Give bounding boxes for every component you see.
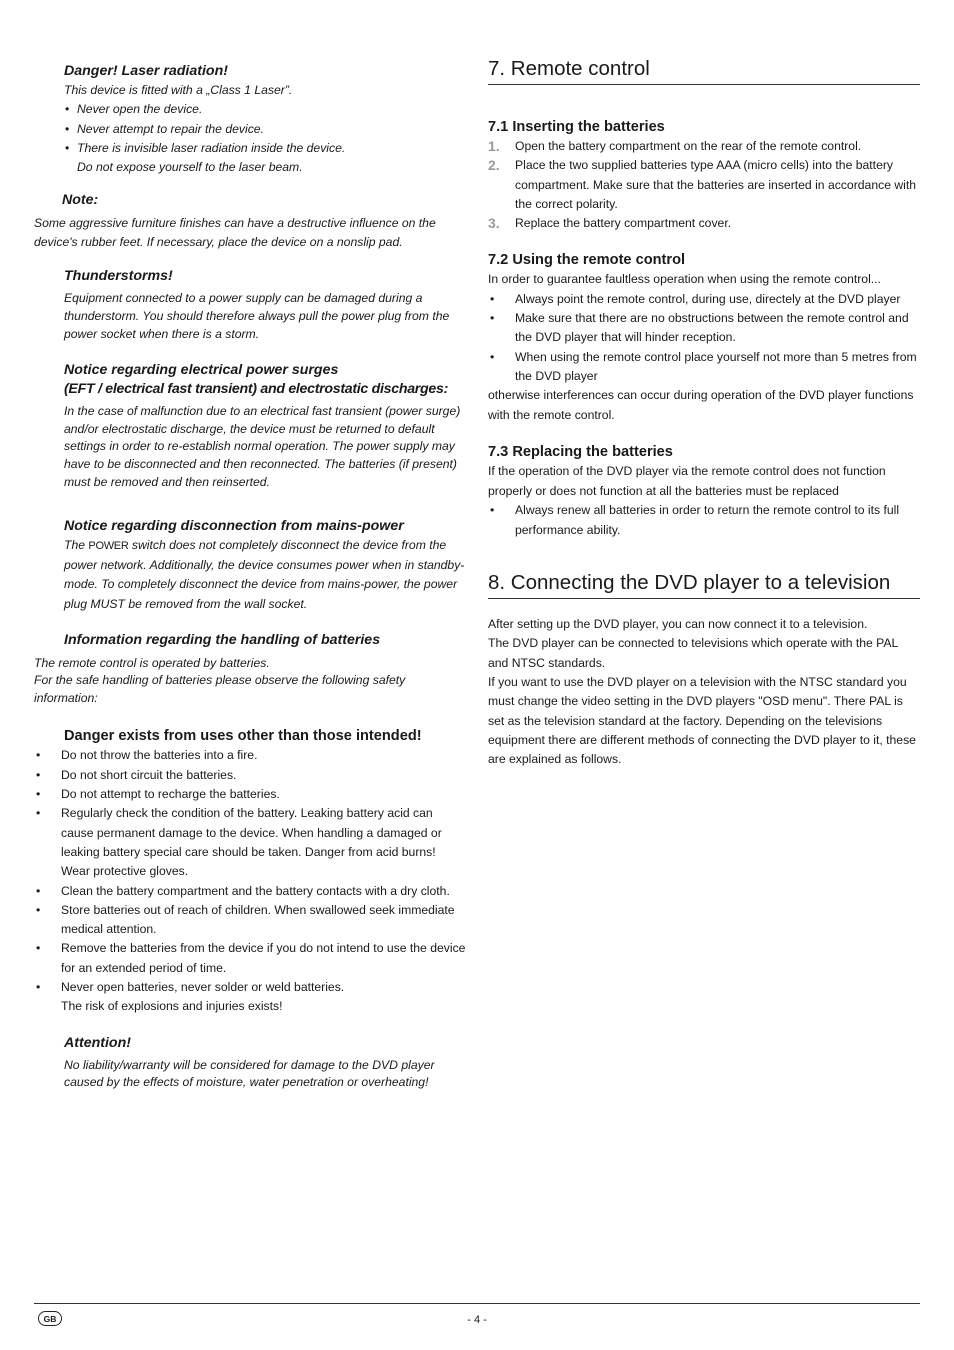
list-item-cont: The risk of explosions and injuries exists!: [61, 999, 283, 1014]
batteries-line-1: The remote control is operated by batteries.: [34, 655, 270, 670]
thunder-heading: Thunderstorms!: [64, 268, 173, 285]
list-item: • Regularly check the condition of the battery. Leaking battery acid can cause permanent damage to the device. When handling a damaged or leaking battery special care should be taken. Danger from acid burns! Wear protective gloves.: [34, 804, 466, 881]
step-text: Open the battery compartment on the rear of the remote control.: [515, 139, 862, 153]
list-item: • Never open the device.: [64, 100, 466, 120]
note-text: Some aggressive furniture finishes can have a destructive influence on the device's rubber feet. If necessary, place the device on a nonslip pad.: [34, 216, 436, 249]
danger-heading: Danger exists from uses other than those intended!: [64, 728, 422, 745]
section-7-1: [488, 117, 920, 233]
note-block: [34, 191, 466, 251]
batteries-line-2: For the safe handling of batteries please observe the following safety information:: [34, 673, 406, 705]
footer-divider: [34, 1303, 920, 1304]
power-word: POWER: [88, 539, 129, 552]
laser-list: [34, 100, 466, 176]
replace-list: [488, 501, 920, 540]
thunder-block: [34, 267, 466, 343]
list-item: [64, 139, 466, 176]
list-item-text: There is invisible laser radiation inside the device.: [77, 141, 346, 156]
list-item: • Do not throw the batteries into a fire.: [34, 746, 466, 765]
section-7-2-outro: otherwise interferences can occur during operation of the DVD player functions with the remote control.: [488, 388, 914, 423]
laser-intro: This device is fitted with a „Class 1 Laser”.: [64, 83, 293, 97]
danger-list: [34, 746, 466, 1016]
mains-text: [64, 536, 466, 614]
section-7-2-intro: In order to guarantee faultless operation when using the remote control...: [488, 272, 881, 287]
list-item-cont: Do not expose yourself to the laser beam.: [77, 159, 303, 174]
attention-block: [34, 1034, 466, 1092]
surge-block: [34, 361, 466, 492]
list-item: • Clean the battery compartment and the battery contacts with a dry cloth.: [34, 882, 466, 901]
section-7-title: 7. Remote control: [488, 56, 920, 85]
step-item: [488, 214, 920, 233]
batteries-block: [34, 631, 466, 708]
step-number: 3.: [488, 215, 500, 232]
steps-list: [488, 137, 920, 233]
list-item: • When using the remote control place yourself not more than 5 metres from the DVD player: [488, 348, 920, 387]
thunder-text: Equipment connected to a power supply can be damaged during a thunderstorm. You should therefore always pull the power plug from the power socket when there is a storm.: [64, 291, 450, 341]
section-7-3-heading: 7.3 Replacing the batteries: [488, 443, 673, 460]
section-8-p3: If you want to use the DVD player on a television with the NTSC standard you must change the video setting in the DVD players "OSD menu". There PAL is set as the television standard at the factory. Depending on the televisions equipment there are different methods of connecting the DVD player to it, these are explained as follows.: [488, 674, 916, 767]
batteries-heading: Information regarding the handling of batteries: [64, 631, 381, 648]
language-badge: GB: [38, 1311, 62, 1326]
section-7-2: [488, 250, 920, 425]
step-text: Place the two supplied batteries type AAA (micro cells) into the battery compartment. Make sure that the batteries are inserted in accordance with the correct polarity.: [515, 158, 917, 211]
list-item: • Always renew all batteries in order to return the remote control to its full performance ability.: [488, 501, 920, 540]
mains-heading: Notice regarding disconnection from mains-power: [64, 517, 404, 534]
right-column: [488, 56, 920, 769]
section-7-2-heading: 7.2 Using the remote control: [488, 252, 686, 269]
mains-block: [34, 517, 466, 614]
section-8-p2: The DVD player can be connected to televisions which operate with the PAL and NTSC standards.: [488, 636, 898, 670]
step-text: Replace the battery compartment cover.: [515, 216, 732, 231]
surge-heading-1: Notice regarding electrical power surges: [64, 361, 339, 378]
page-number: - 4 -: [467, 1314, 487, 1326]
list-item: • Do not attempt to recharge the batteries.: [34, 785, 466, 804]
section-8-p1: After setting up the DVD player, you can now connect it to a television.: [488, 617, 868, 632]
section-8-title: 8. Connecting the DVD player to a television: [488, 570, 920, 599]
step-item: [488, 137, 920, 156]
list-item: • Store batteries out of reach of children. When swallowed seek immediate medical attention.: [34, 901, 466, 940]
danger-block: [34, 726, 466, 1016]
left-column: [34, 62, 466, 1092]
section-7-1-heading: 7.1 Inserting the batteries: [488, 119, 665, 135]
list-item: • Never attempt to repair the device.: [64, 120, 466, 140]
mains-text-post: switch does not completely disconnect the device from the power network. Additionally, the device consumes power when in standby-mode. To completely disconnect the device from mains-power, the power plug MUST be removed from the wall socket.: [64, 537, 465, 611]
laser-warning: [34, 62, 466, 100]
list-item: • Always point the remote control, during use, directely at the DVD player: [488, 290, 920, 309]
list-item: • Remove the batteries from the device if you do not intend to use the device for an extended period of time.: [34, 939, 466, 978]
list-item: • Do not short circuit the batteries.: [34, 766, 466, 785]
attention-text: No liability/warranty will be considered for damage to the DVD player caused by the effects of moisture, water penetration or overheating!: [64, 1057, 435, 1090]
step-number: 1.: [488, 138, 500, 154]
attention-heading: Attention!: [64, 1034, 131, 1051]
section-7-3-intro: If the operation of the DVD player via the remote control does not function properly or does not function at all the batteries must be replaced: [488, 463, 886, 498]
list-item-text: Never open batteries, never solder or weld batteries.: [61, 980, 345, 994]
list-item: [34, 978, 466, 1017]
surge-text: In the case of malfunction due to an electrical fast transient (power surge) and/or electrostatic discharge, the device must be returned to default settings in order to re-establish normal operation. The power supply may have to be disconnected and then reconnected. The batteries (if present) must be removed and then reinserted.: [64, 403, 461, 489]
step-number: 2.: [488, 157, 500, 174]
step-item: [488, 156, 920, 214]
mains-text-pre: The: [64, 537, 86, 552]
surge-heading-2: (EFT / electrical fast transient) and electrostatic discharges:: [64, 380, 448, 397]
laser-heading: Danger! Laser radiation!: [64, 63, 228, 79]
note-heading: Note:: [62, 192, 99, 209]
usage-list: [488, 290, 920, 386]
section-7-3: [488, 442, 920, 540]
list-item: • Make sure that there are no obstructions between the remote control and the DVD player that will hinder reception.: [488, 309, 920, 348]
section-8-body: [488, 615, 920, 769]
